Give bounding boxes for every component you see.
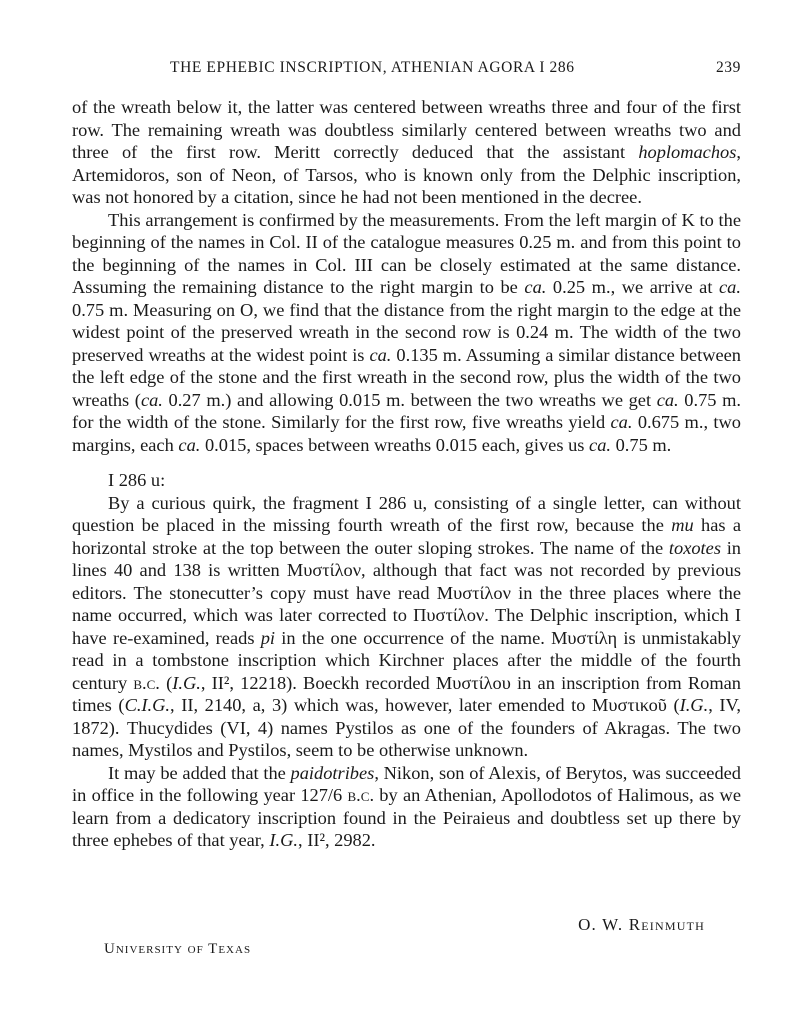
italic-text: hoplomachos [638,142,737,162]
italic-text: toxotes [668,537,721,558]
text-run: , Nikon, son of Alexis, of Berytos, was succeeded in office in the following year 127/6 [72,762,742,805]
italic-text: I.G. [172,672,201,693]
paragraph [72,492,741,762]
italic-text: ca. [140,389,163,410]
text-run: 0.015, spaces between wreaths 0.015 each, gives us [200,434,590,455]
italic-text: C.I.G. [124,695,171,715]
text-run: in lines 40 and 138 is written Μυστίλον, although that fact was not recorded by previous editors. The stonecutter’s copy must have read Μυστίλον in the three places where the name occurred, which was later corrected to Πυστίλον. The Delphic inscription, which I have re-examined, reads [72,537,741,648]
italic-text: ca. [524,277,547,297]
text-run: 0.75 m. [611,434,672,455]
text-run: of the wreath below it, the latter was centered between wreaths three and four of the first row. The remaining wreath was doubtless similarly centered between wreaths two and three of the first row. Meritt correctly deduced that the assistant [72,97,741,162]
author-affiliation: University of Texas [104,941,252,957]
italic-text: I.G. [269,830,298,850]
italic-text: ca. [589,434,611,455]
text-run: 0.25 m., we arrive at [546,277,720,297]
text-run: b.c. [133,672,160,693]
italic-text: paidotribes [290,762,375,783]
text-run: , IV, 1872). Thucydides (VI, 4) names Pystilos as one of the founders of Akragas. The two names, Mystilos and Pystilos, seem to be otherwise unknown. [72,695,741,760]
text-run: by an Athenian, Apollodotos of Halimous, as we learn from a dedicatory inscription found in the Peiraieus and doubtless set up there by three ephebes of that year, [72,785,741,850]
text-run: 0.75 m. for the width of the stone. Similarly for the first row, five wreaths yield [72,389,741,432]
italic-text: ca. [178,434,201,455]
italic-text: pi [260,627,276,648]
article-body [72,96,741,852]
text-run: 0.75 m. Measuring on O, we find that the distance from the right margin to the edge at the widest point of the preserved wreath in the second row is 0.24 m. The width of the two preserved wreaths at the widest point is [72,299,741,365]
text-run: b.c. [347,785,375,805]
text-run: ( [159,672,173,693]
text-run: I 286 u: [108,470,166,490]
italic-text: mu [671,515,694,535]
text-run: has a horizontal stroke at the top between the outer sloping strokes. The name of the [72,515,742,558]
paragraph [72,762,741,852]
text-run: It may be added that the [108,762,291,783]
italic-text: ca. [656,389,679,410]
page-number: 239 [715,59,741,76]
text-run: 0.135 m. Assuming a similar distance between the left edge of the stone and the first wreath in the second row, plus the width of the two wreaths ( [72,344,741,410]
italic-text: ca. [369,344,392,365]
text-run: in the one occurrence of the name. Μυστίλη is unmistakably read in a tombstone inscription which Kirchner places after the middle of the fourth century [72,627,741,693]
paragraph [72,209,741,457]
paragraph [72,96,741,209]
text-run: , II², 2982. [298,830,376,850]
text-run: , Artemidoros, son of Neon, of Tarsos, who is known only from the Delphic inscription, was not honored by a citation, since he had not been mentioned in the decree. [72,142,741,207]
text-run: By a curious quirk, the fragment I 286 u, consisting of a single letter, can without question be placed in the missing fourth wreath of the first row, because the [72,492,741,535]
section-label [108,469,741,492]
italic-text: ca. [610,412,633,432]
text-run: This arrangement is confirmed by the measurements. From the left margin of K to the beginning of the names in Col. II of the catalogue measures 0.25 m. and from this point to the beginning of the names in Col. III can be closely estimated at the same distance. Assuming the remaining distance to the right margin to be [72,209,741,297]
running-header [72,59,741,83]
italic-text: I.G. [679,695,709,715]
text-run: , II², 12218). Boeckh recorded Μυστίλου in an inscription from Roman times ( [72,672,741,715]
text-run: 0.27 m.) and allowing 0.015 m. between the two wreaths we get [162,389,657,410]
text-run: , II, 2140, a, 3) which was, however, later emended to Μυστικοῦ ( [170,695,680,715]
text-run: 0.675 m., two margins, each [72,412,741,455]
running-title: THE EPHEBIC INSCRIPTION, ATHENIAN AGORA I 286 [170,59,575,76]
author-signature: O. W. Reinmuth [578,915,705,934]
italic-text: ca. [719,277,741,297]
